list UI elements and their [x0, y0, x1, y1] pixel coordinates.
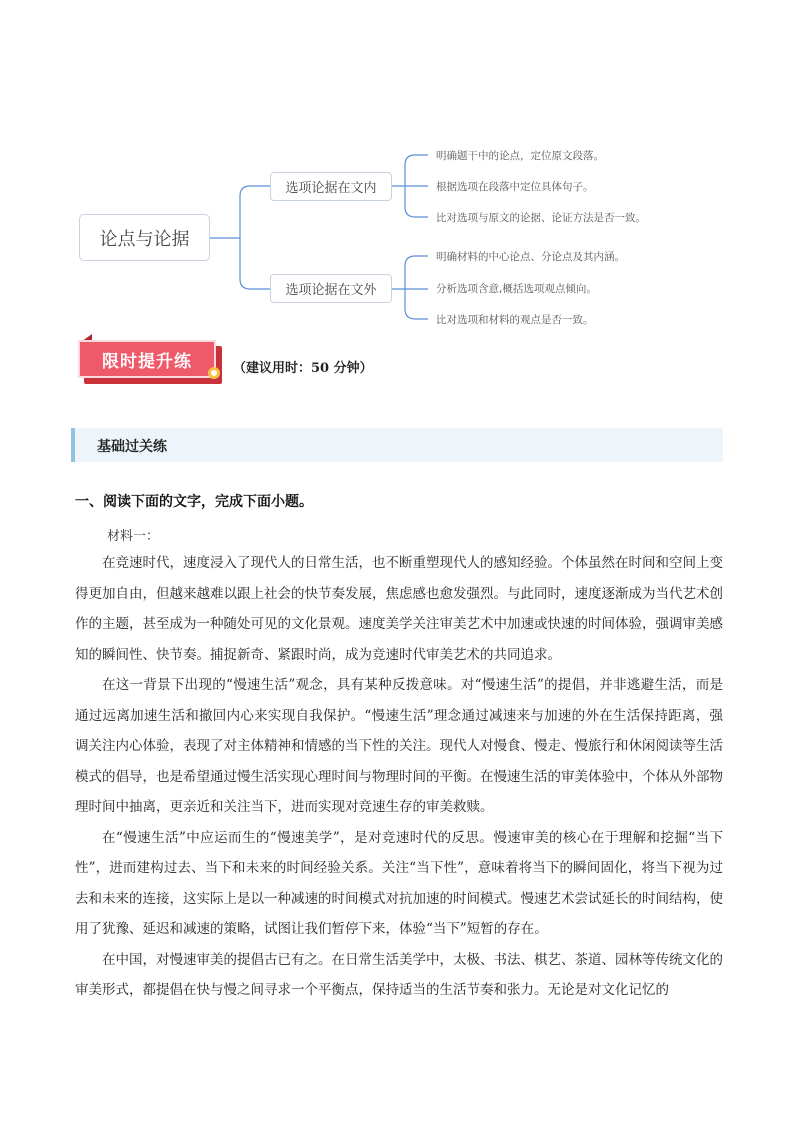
- mind-map-leaf: 比对选项和材料的观点是否一致。: [436, 314, 594, 326]
- mind-map-branch-1: 选项论据在文内: [270, 172, 392, 201]
- connector-branch-1: [392, 155, 428, 217]
- practice-badge: [78, 340, 223, 384]
- section-header: [71, 428, 723, 462]
- connector-root: [210, 186, 270, 289]
- paragraph: 在中国，对慢速审美的提倡古已有之。在日常生活美学中，太极、书法、棋艺、茶道、园林等传统文化的审美形式，都提倡在快与慢之间寻求一个平衡点，保持适当的生活节奏和张力。无论是对文化记忆的: [75, 951, 723, 998]
- mind-map-leaf: 明确材料的中心论点、分论点及其内涵。: [436, 251, 625, 263]
- mind-map-connectors: [0, 0, 794, 340]
- mind-map: [0, 0, 794, 340]
- badge-label: 限时提升练: [78, 340, 216, 378]
- time-hint: （建议用时：50 分钟）: [233, 361, 373, 376]
- paragraph: 在竞速时代，速度浸入了现代人的日常生活，也不断重塑现代人的感知经验。个体虽然在时间和空间上变得更加自由，但越来越难以跟上社会的快节奏发展，焦虑感也愈发强烈。与此同时，速度逐渐成为当代艺术创作的主题，甚至成为一种随处可见的文化景观。速度美学关注审美艺术中加速或快速的时间体验，强调审美感知的瞬间性、快节奏。捕捉新奇、紧跟时尚，成为竞速时代审美艺术的共同追求。: [75, 555, 723, 663]
- passage: [75, 548, 723, 1006]
- material-label: 材料一：: [107, 529, 160, 544]
- question-title: 一、阅读下面的文字，完成下面小题。: [75, 494, 313, 510]
- mind-map-root: 论点与论据: [79, 214, 210, 261]
- mind-map-leaf: 明确题干中的论点，定位原文段落。: [436, 150, 604, 162]
- section-title: 基础过关练: [97, 439, 167, 455]
- paragraph: 在“慢速生活”中应运而生的“慢速美学”，是对竞速时代的反思。慢速审美的核心在于理解和挖掘“当下性”，进而建构过去、当下和未来的时间经验关系。关注“当下性”，意味着将当下的瞬间固化，将当下视为过去和未来的连接，这实际上是以一种减速的时间模式对抗加速的时间模式。慢速艺术尝试延长的时间结构，使用了犹豫、延迟和减速的策略，试图让我们暂停下来，体验“当下”短暂的存在。: [75, 829, 723, 937]
- mind-map-leaf: 根据选项在段落中定位具体句子。: [436, 181, 594, 193]
- mind-map-leaf: 分析选项含意,概括选项观点倾向。: [436, 283, 597, 295]
- mind-map-leaf: 比对选项与原文的论据、论证方法是否一致。: [436, 212, 646, 224]
- paragraph: 在这一背景下出现的“慢速生活”观念，具有某种反拨意味。对“慢速生活”的提倡，并非逃避生活，而是通过远离加速生活和撤回内心来实现自我保护。“慢速生活”理念通过减速来与加速的外在生活保持距离，强调关注内心体验，表现了对主体精神和情感的当下性的关注。现代人对慢食、慢走、慢旅行和休闲阅读等生活模式的倡导，也是希望通过慢生活实现心理时间与物理时间的平衡。在慢速生活的审美体验中，个体从外部物理时间中抽离，更亲近和关注当下，进而实现对竞速生存的审美救赎。: [75, 677, 723, 815]
- mind-map-branch-2: 选项论据在文外: [270, 274, 392, 303]
- ring-icon: [208, 367, 220, 379]
- connector-branch-2: [392, 256, 428, 319]
